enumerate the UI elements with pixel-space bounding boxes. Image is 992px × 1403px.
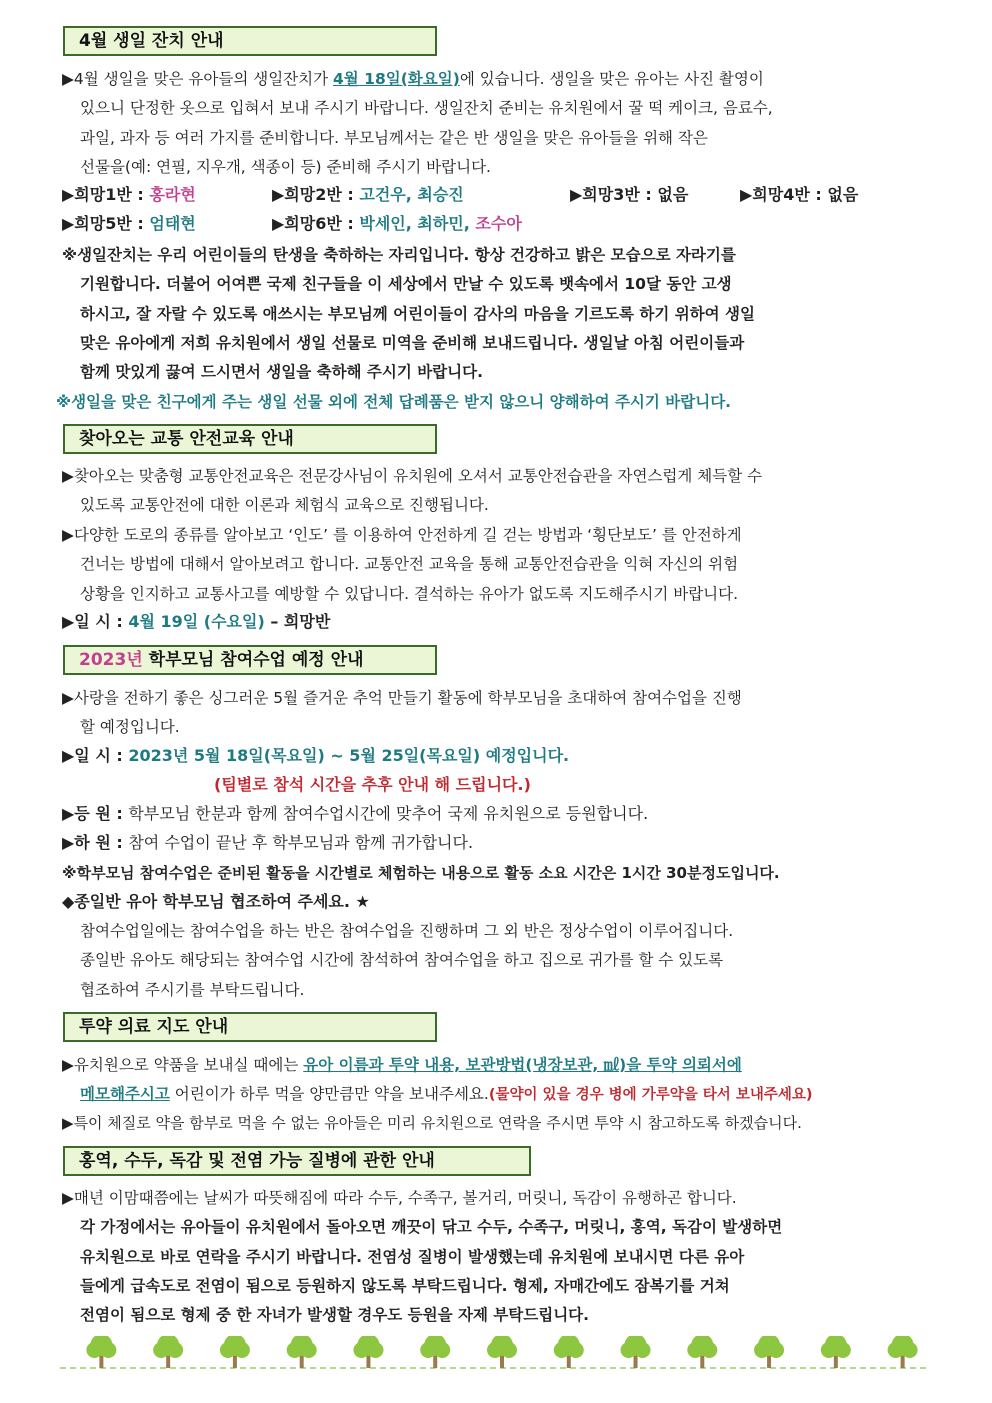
ground-dash (890, 1367, 896, 1369)
parent-date-row: ▶일 시 : 2023년 5월 18일(목요일) ~ 5월 25일(목요일) 예정입니다. (62, 746, 570, 765)
ground-dash (860, 1367, 866, 1369)
birthday-paragraph: ▶4월 생일을 맞은 유아들의 생일잔치가 4월 18일(화요일)에 있습니다. 생일을 맞은 유아는 사진 촬영이 있으니 단정한 옷으로 입혀서 보내 주시기 바랍니다. 생일잔치 준비는 유치원에서 꿀 떡 케이크, 음료수, 과일, 과자 등 여러 가지를 준비합니다. 부모님께서는 같은 반 생일을 맞은 유아들을 위해 작은 선물을(예: 연필, 지우개, 색종이 등) 준비해 주시기 바랍니다. (62, 70, 773, 176)
medicine-highlight: 유아 이름과 투약 내용, 보관방법(냉장보관, ㎖)을 투약 의뢰서에 (303, 1056, 742, 1074)
ground-dash (720, 1367, 726, 1369)
ground-dash (730, 1367, 736, 1369)
ground-dash (910, 1367, 916, 1369)
birthday-date: 4월 18일(화요일) (333, 70, 460, 88)
medicine-paragraph-2: ▶특이 체질로 약을 함부로 먹을 수 없는 유아들은 미리 유치원으로 연락을 주시면 투약 시 참고하도록 하겠습니다. (62, 1114, 802, 1132)
ground-dash (260, 1367, 266, 1369)
ground-dash (840, 1367, 846, 1369)
ground-dash (220, 1367, 226, 1369)
ground-dash (170, 1367, 176, 1369)
traffic-date-row: ▶일 시 : 4월 19일 (수요일) – 희망반 (62, 612, 331, 631)
ground-dash (520, 1367, 526, 1369)
ground-dash (740, 1367, 746, 1369)
title-year: 2023년 (79, 650, 143, 670)
ground-dash (350, 1367, 356, 1369)
traffic-paragraph-1: ▶찾아오는 맞춤형 교통안전교육은 전문강사님이 유치원에 오셔서 교통안전습관을 자연스럽게 체득할 수 있도록 교통안전에 대한 이론과 체험식 교육으로 진행됩니다. (62, 467, 763, 515)
tree-icon (687, 1336, 717, 1368)
ground-dash (270, 1367, 276, 1369)
ground-dash (480, 1367, 486, 1369)
ground-dash (330, 1367, 336, 1369)
tree-icon (353, 1336, 383, 1368)
tree-icon (220, 1336, 250, 1368)
ground-dash (140, 1367, 146, 1369)
ground-dash (320, 1367, 326, 1369)
ground-dash (180, 1367, 186, 1369)
ground-dash (190, 1367, 196, 1369)
ground-dash (70, 1367, 76, 1369)
ground-dash (240, 1367, 246, 1369)
ground-dash (530, 1367, 536, 1369)
ground-dash (210, 1367, 216, 1369)
ground-dash (200, 1367, 206, 1369)
ground-dash (410, 1367, 416, 1369)
ground-dash (870, 1367, 876, 1369)
ground-dash (400, 1367, 406, 1369)
ground-dash (810, 1367, 816, 1369)
section-title-birthday: 4월 생일 잔치 안내 (63, 26, 437, 56)
ground-dash (340, 1367, 346, 1369)
ground-dash (250, 1367, 256, 1369)
tree-icon (420, 1336, 450, 1368)
ground-dash (390, 1367, 396, 1369)
ground-dash (590, 1367, 596, 1369)
tree-icon (487, 1336, 517, 1368)
ground-dash (670, 1367, 676, 1369)
ground-dash (650, 1367, 656, 1369)
ground-dash (60, 1367, 66, 1369)
ground-dash (760, 1367, 766, 1369)
ground-dash (710, 1367, 716, 1369)
ground-dash (280, 1367, 286, 1369)
tree-icon (86, 1336, 116, 1368)
ground-dash (490, 1367, 496, 1369)
section-title-disease: 홍역, 수두, 독감 및 전염 가능 질병에 관한 안내 (63, 1146, 531, 1176)
ground-dash (690, 1367, 696, 1369)
class-2: ▶희망2반 : 고건우, 최승진 (272, 185, 464, 204)
class-1: ▶희망1반 : 홍라현 (62, 185, 196, 204)
allday-title: ◆종일반 유아 학부모님 협조하여 주세요. ★ (62, 892, 370, 911)
ground-dash (450, 1367, 456, 1369)
ground-dash (660, 1367, 666, 1369)
tree-icon (754, 1336, 784, 1368)
class-row-2 (62, 210, 522, 238)
class-6: ▶희망6반 : 박세인, 최하민, 조수아 (272, 214, 522, 233)
ground-dash (120, 1367, 126, 1369)
tree-icon (888, 1336, 918, 1368)
ground-dash (850, 1367, 856, 1369)
ground-dash (540, 1367, 546, 1369)
ground-dash (560, 1367, 566, 1369)
parent-come-row: ▶등 원 : 학부모님 한분과 함께 참여수업시간에 맞추어 국제 유치원으로 등원합니다. (62, 804, 649, 823)
section-title-parent: 2023년 학부모님 참여수업 예정 안내 (63, 645, 437, 675)
parent-note: ※학부모님 참여수업은 준비된 활동을 시간별로 체험하는 내용으로 활동 소요 시간은 1시간 30분정도입니다. (62, 864, 780, 882)
class-3: ▶희망3반 : 없음 (570, 185, 689, 204)
ground-dash (160, 1367, 166, 1369)
ground-dash (750, 1367, 756, 1369)
allday-paragraph: 참여수업일에는 참여수업을 하는 반은 참여수업을 진행하며 그 외 반은 정상수업이 이루어집니다. 종일반 유아도 해당되는 참여수업 시간에 참석하여 참여수업을 하고 집으로 귀가를 할 수 있도록 협조하여 주시기를 부탁드립니다. (80, 922, 734, 999)
section-title-traffic: 찾아오는 교통 안전교육 안내 (63, 424, 437, 454)
parent-go-row: ▶하 원 : 참여 수업이 끝난 후 학부모님과 함께 귀가합니다. (62, 833, 474, 852)
birthday-note-2: ※생일을 맞은 친구에게 주는 생일 선물 외에 전체 답례품은 받지 않으니 양해하여 주시기 바랍니다. (56, 393, 732, 411)
ground-dash (780, 1367, 786, 1369)
ground-dash (440, 1367, 446, 1369)
class-5: ▶희망5반 : 엄태현 (62, 214, 196, 233)
birthday-note: ※생일잔치는 우리 어린이들의 탄생을 축하하는 자리입니다. 항상 건강하고 밝은 모습으로 자라기를 기원합니다. 더불어 어여쁜 국제 친구들을 이 세상에서 만날 수 있도록 뱃속에서 10달 동안 고생 하시고, 잘 자랄 수 있도록 애쓰시는 부모님께 어린이들이 감사의 마음을 기르도록 하기 위하여 생일 맞은 유아에게 저희 유치원에서 생일 선물로 미역을 준비해 보내드립니다. 생일날 아침 어린이들과 함께 맛있게 끓여 드시면서 생일을 축하해 주시기 바랍니다. (62, 246, 755, 382)
tree-icon (153, 1336, 183, 1368)
ground-dash (90, 1367, 96, 1369)
ground-dash (570, 1367, 576, 1369)
tree-icon (287, 1336, 317, 1368)
ground-dash (80, 1367, 86, 1369)
ground-dash (610, 1367, 616, 1369)
ground-dash (640, 1367, 646, 1369)
ground-dash (460, 1367, 466, 1369)
ground-dash (550, 1367, 556, 1369)
traffic-paragraph-2: ▶다양한 도로의 종류를 알아보고 ‘인도’ 를 이용하여 안전하게 길 걷는 방법과 ‘횡단보도’ 를 안전하게 건너는 방법에 대해서 알아보려고 합니다. 교통안전 교육을 통해 교통안전습관을 익혀 자신의 위험 상황을 인지하고 교통사고를 예방할 수 있답니다. 결석하는 유아가 없도록 지도해주시기 바랍니다. (62, 526, 742, 603)
ground-dash (310, 1367, 316, 1369)
ground-dash (470, 1367, 476, 1369)
ground-dash (370, 1367, 376, 1369)
ground-dash (510, 1367, 516, 1369)
ground-dash (130, 1367, 136, 1369)
ground-dash (680, 1367, 686, 1369)
ground-dash (800, 1367, 806, 1369)
ground-dash (150, 1367, 156, 1369)
class-4: ▶희망4반 : 없음 (740, 185, 859, 204)
ground-dash (820, 1367, 826, 1369)
tree-border (60, 1336, 928, 1372)
ground-dash (420, 1367, 426, 1369)
ground-dash (580, 1367, 586, 1369)
section-title-medicine: 투약 의료 지도 안내 (63, 1012, 437, 1042)
parent-date-note: (팀별로 참석 시간을 추후 안내 해 드립니다.) (214, 775, 531, 794)
ground-dash (790, 1367, 796, 1369)
ground-dash (380, 1367, 386, 1369)
parent-date: 2023년 5월 18일(목요일) ~ 5월 25일(목요일) 예정입니다. (128, 746, 570, 765)
ground-dash (620, 1367, 626, 1369)
medicine-red-note: (물약이 있을 경우 병에 가루약을 타서 보내주세요) (488, 1087, 813, 1104)
ground-dash (600, 1367, 606, 1369)
parent-paragraph: ▶사랑을 전하기 좋은 싱그러운 5월 즐거운 추억 만들기 활동에 학부모님을 초대하여 참여수업을 진행 할 예정입니다. (62, 689, 742, 737)
medicine-paragraph-1: ▶유치원으로 약품을 보내실 때에는 유아 이름과 투약 내용, 보관방법(냉장보관, ㎖)을 투약 의뢰서에 메모해주시고 어린이가 하루 먹을 양만큼만 약을 보내주세요.(물약이 있을 경우 병에 가루약을 타서 보내주세요) (62, 1056, 813, 1104)
ground-dash (290, 1367, 296, 1369)
ground-dash (360, 1367, 366, 1369)
ground-dash (920, 1367, 926, 1369)
traffic-date: 4월 19일 (수요일) (128, 612, 265, 631)
class-row-1 (62, 181, 859, 209)
disease-paragraph: ▶매년 이맘때쯤에는 날씨가 따뜻해짐에 따라 수두, 수족구, 볼거리, 머릿니, 독감이 유행하곤 합니다. 각 가정에서는 유아들이 유치원에서 돌아오면 깨끗이 닦고 수두, 수족구, 머릿니, 홍역, 독감이 발생하면 유치원으로 바로 연락을 주시기 바랍니다. 전염성 질병이 발생했는데 유치원에 보내시면 다른 유아 들에게 급속도로 전염이 됨으로 등원하지 않도록 부탁드립니다. 형제, 자매간에도 잠복기를 거쳐 전염이 됨으로 형제 중 한 자녀가 발생할 경우도 등원을 자제 부탁드립니다. (62, 1189, 783, 1325)
tree-icon (621, 1336, 651, 1368)
tree-icon (821, 1336, 851, 1368)
ground-dash (110, 1367, 116, 1369)
ground-dash (880, 1367, 886, 1369)
tree-icon (554, 1336, 584, 1368)
